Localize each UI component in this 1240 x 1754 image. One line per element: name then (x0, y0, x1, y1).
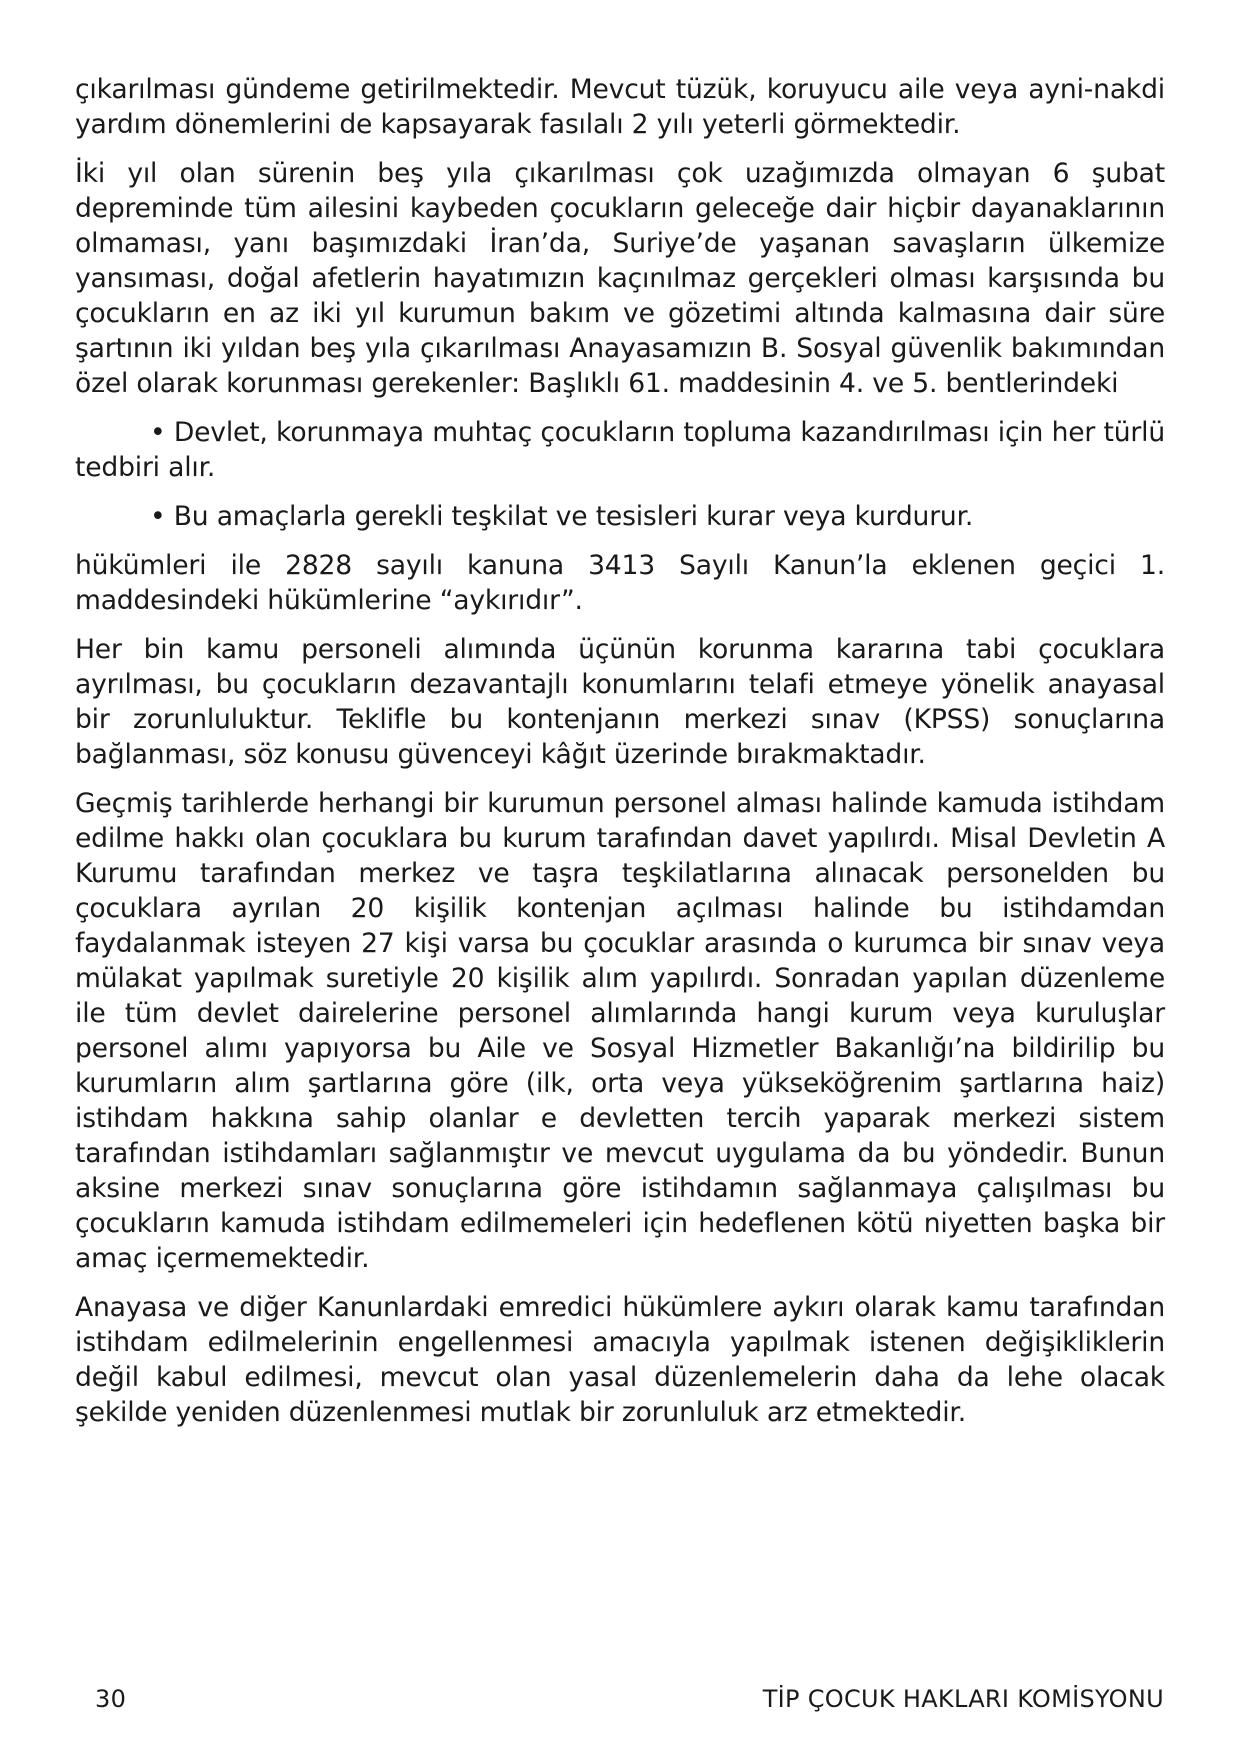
paragraph-quota: Her bin kamu personeli alımında üçünün korunma kararına tabi çocuklara ayrılması, bu çocukların dezavantajlı konumlarını telafi etmeye yönelik anayasal bir zorunluluktur. Teklifle bu kontenjanın merkezi sınav (KPSS) sonuçlarına bağlanması, söz konusu güvenceyi kâğıt üzerinde bırakmaktadır. (75, 634, 1165, 770)
paragraph-duration: İki yıl olan sürenin beş yıla çıkarılması çok uzağımızda olmayan 6 şubat depreminde tüm ailesini kaybeden çocukların geleceğe dair hiçbir dayanaklarının olmaması, yanı başımızdaki İran’da, Suriye’de yaşanan savaşların ülkemize yansıması, doğal afetlerin hayatımızın kaçınılmaz gerçekleri olması karşısında bu çocukların en az iki yıl kurumun bakım ve gözetimi altında kalmasına dair süre şartının iki yıldan beş yıla çıkarılması Anayasamızın B. Sosyal güvenlik bakımından özel olarak korunması gerekenler: Başlıklı 61. maddesinin 4. ve 5. bentlerindeki (75, 158, 1165, 399)
bullet-item-institutions: • Bu amaçlarla gerekli teşkilat ve tesisleri kurar veya kurdurur. (150, 501, 974, 532)
document-body (75, 72, 1165, 1444)
paragraph-conclusion: Anayasa ve diğer Kanunlardaki emredici hükümlere aykırı olarak kamu tarafından istihdam edilmelerinin engellenmesi amacıyla yapılmak istenen değişikliklerin değil kabul edilmesi, mevcut olan yasal düzenlemelerin daha da lehe olacak şekilde yeniden düzenlenmesi mutlak bir zorunluluk arz etmektedir. (75, 1292, 1165, 1428)
bullet-item-measures: • Devlet, korunmaya muhtaç çocukların topluma kazandırılması için her türlü tedbiri alır. (75, 417, 1165, 483)
paragraph-provisions: hükümleri ile 2828 sayılı kanuna 3413 Sayılı Kanun’la eklenen geçici 1. maddesindeki hükümlerine “aykırıdır”. (75, 550, 1165, 616)
page-number: 30 (95, 1685, 127, 1713)
footer-title: TİP ÇOCUK HAKLARI KOMİSYONU (762, 1685, 1164, 1713)
paragraph-intro: çıkarılması gündeme getirilmektedir. Mevcut tüzük, koruyucu aile veya ayni-nakdi yardım dönemlerini de kapsayarak fasılalı 2 yılı yeterli görmektedir. (75, 74, 1165, 140)
paragraph-history: Geçmiş tarihlerde herhangi bir kurumun personel alması halinde kamuda istihdam edilme hakkı olan çocuklara bu kurum tarafından davet yapılırdı. Misal Devletin A Kurumu tarafından merkez ve taşra teşkilatlarına alınacak personelden bu çocuklara ayrılan 20 kişilik kontenjan açılması halinde bu istihdamdan faydalanmak isteyen 27 kişi varsa bu çocuklar arasında o kurumca bir sınav veya mülakat yapılmak suretiyle 20 kişilik alım yapılırdı. Sonradan yapılan düzenleme ile tüm devlet dairelerine personel alımlarında hangi kurum veya kuruluşlar personel alımı yapıyorsa bu Aile ve Sosyal Hizmetler Bakanlığı’na bildirilip bu kurumların alım şartlarına göre (ilk, orta veya yükseköğrenim şartlarına haiz) istihdam hakkına sahip olanlar e devletten tercih yaparak merkezi sistem tarafından istihdamları sağlanmıştır ve mevcut uygulama da bu yöndedir. Bunun aksine merkezi sınav sonuçlarına göre istihdamın sağlanmaya çalışılması bu çocukların kamuda istihdam edilmemeleri için hedeflenen kötü niyetten başka bir amaç içermemektedir. (75, 788, 1165, 1274)
